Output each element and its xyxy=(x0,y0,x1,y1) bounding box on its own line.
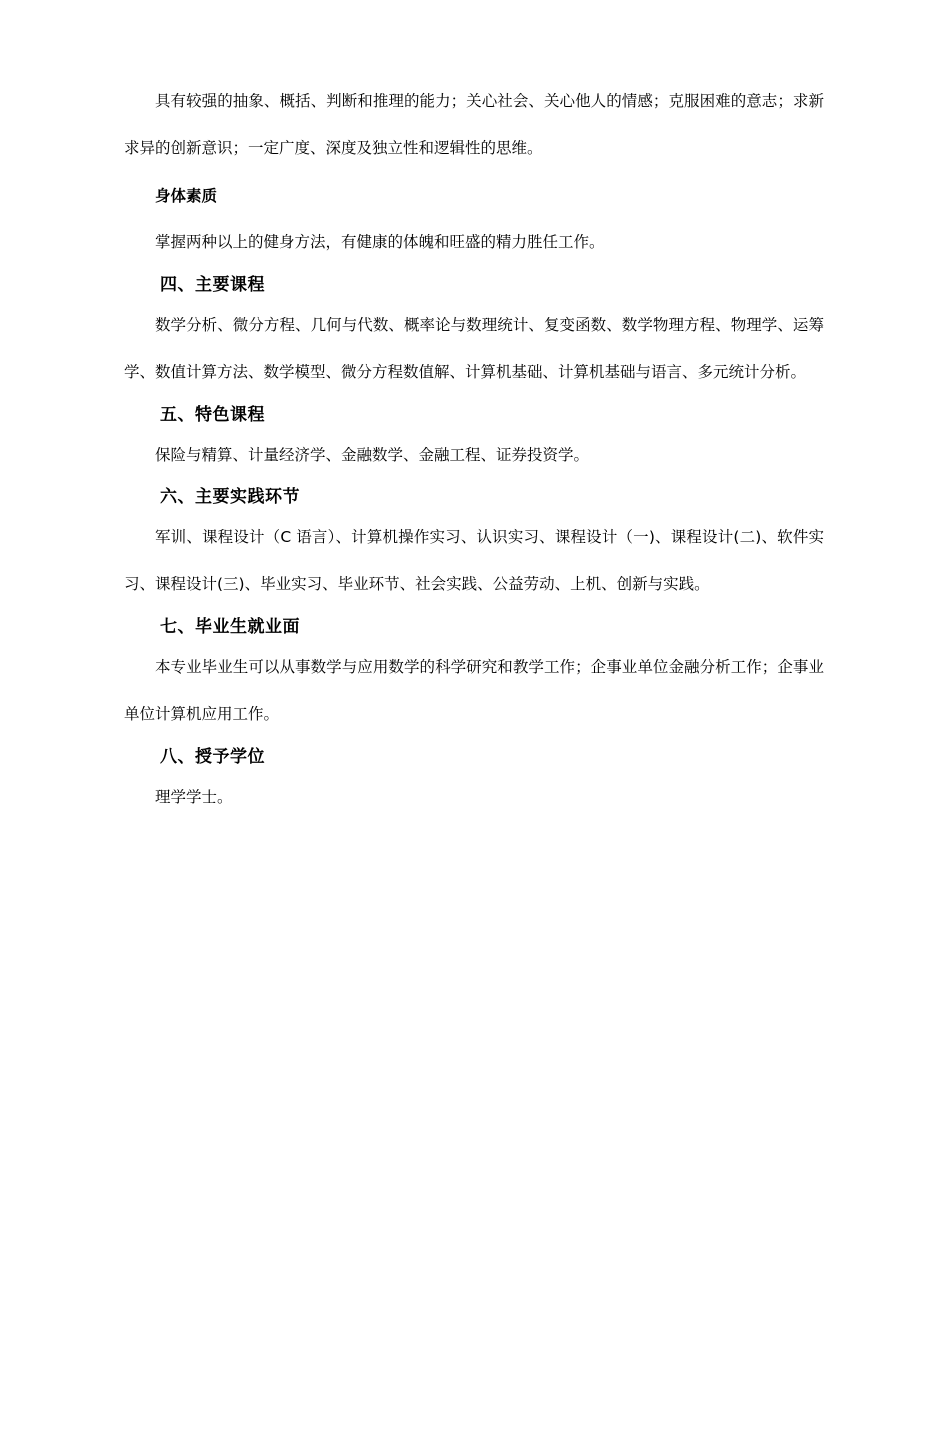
physical-quality-heading: 身体素质 xyxy=(155,187,218,205)
featured-courses-paragraph: 保险与精算、计量经济学、金融数学、金融工程、证券投资学。 xyxy=(155,446,590,464)
degree-heading: 八、授予学位 xyxy=(160,747,265,767)
main-courses-paragraph: 数学分析、微分方程、几何与代数、概率论与数理统计、复变函数、数学物理方程、物理学、运筹学、数值计算方法、数学模型、微分方程数值解、计算机基础、计算机基础与语言、多元统计分析。 xyxy=(124,316,824,381)
employment-heading: 七、毕业生就业面 xyxy=(160,617,300,637)
intellectual-quality-paragraph: 具有较强的抽象、概括、判断和推理的能力；关心社会、关心他人的情感；克服困难的意志；求新求异的创新意识；一定广度、深度及独立性和逻辑性的思维。 xyxy=(124,92,824,157)
employment-paragraph: 本专业毕业生可以从事数学与应用数学的科学研究和教学工作；企事业单位金融分析工作；企事业单位计算机应用工作。 xyxy=(124,658,824,723)
degree-paragraph: 理学学士。 xyxy=(155,788,233,806)
main-courses-heading: 四、主要课程 xyxy=(160,275,265,295)
physical-quality-paragraph: 掌握两种以上的健身方法，有健康的体魄和旺盛的精力胜任工作。 xyxy=(155,233,605,251)
featured-courses-heading: 五、特色课程 xyxy=(160,405,265,425)
practice-paragraph: 军训、课程设计（C 语言）、计算机操作实习、认识实习、课程设计（一)、课程设计(二)、软件实习、课程设计(三)、毕业实习、毕业环节、社会实践、公益劳动、上机、创新与实践。 xyxy=(124,528,824,593)
practice-heading: 六、主要实践环节 xyxy=(160,487,300,507)
